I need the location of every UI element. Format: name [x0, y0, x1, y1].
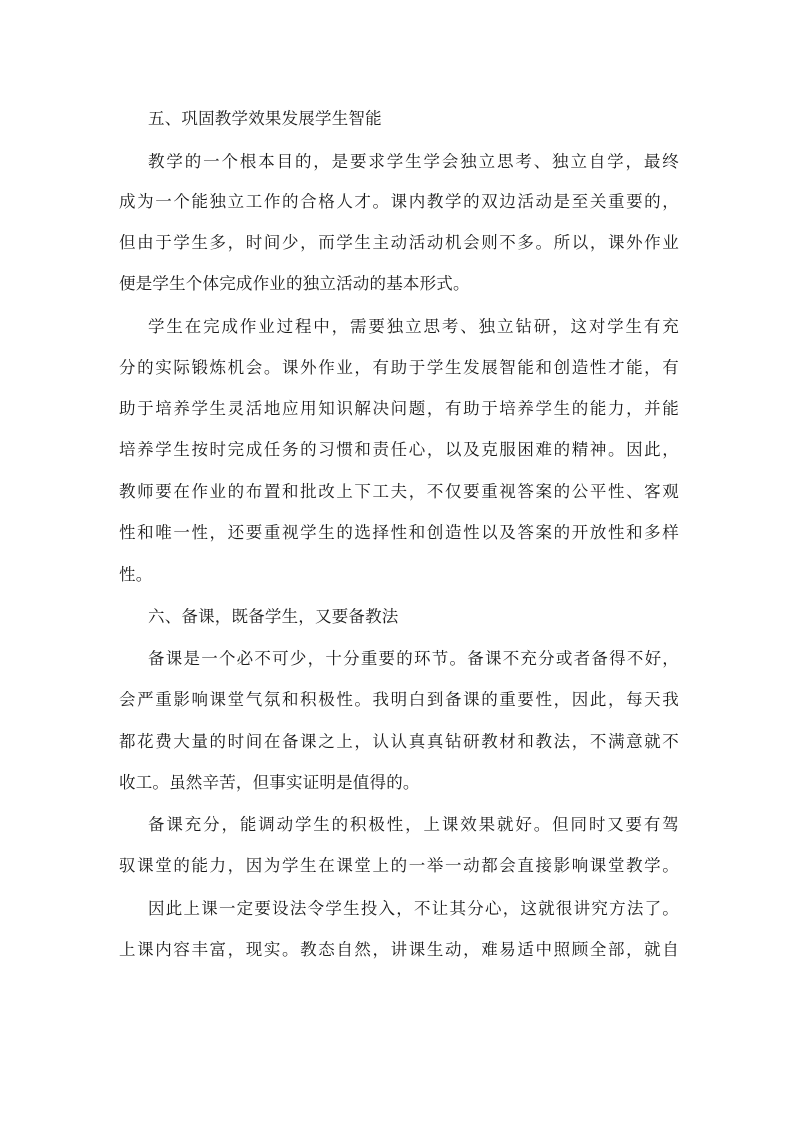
paragraph-line: 因此上课一定要设法令学生投入，不让其分心，这就很讲究方法了。: [148, 899, 679, 918]
paragraph-line: 收工。虽然辛苦，但事实证明是值得的。: [119, 773, 420, 792]
paragraph-line: 性和唯一性，还要重视学生的选择性和创造性以及答案的开放性和多样: [119, 523, 679, 542]
paragraph-line: 但由于学生多，时间少，而学生主动活动机会则不多。所以，课外作业: [119, 233, 679, 252]
paragraph-line: 学生在完成作业过程中，需要独立思考、独立钻研，这对学生有充: [148, 317, 679, 336]
paragraph-line: 便是学生个体完成作业的独立活动的基本形式。: [119, 274, 470, 293]
paragraph-line: 教师要在作业的布置和批改上下工夫，不仅要重视答案的公平性、客观: [119, 482, 679, 501]
paragraph-line: 会严重影响课堂气氛和积极性。我明白到备课的重要性，因此，每天我: [119, 690, 679, 709]
paragraph-line: 上课内容丰富，现实。教态自然，讲课生动，难易适中照顾全部，就自: [119, 940, 679, 959]
paragraph-line: 教学的一个根本目的，是要求学生学会独立思考、独立自学，最终: [148, 152, 679, 171]
paragraph-line: 都花费大量的时间在备课之上，认认真真钻研教材和教法，不满意就不: [119, 732, 679, 751]
section-heading-5: 五、巩固教学效果发展学生智能: [148, 109, 382, 128]
paragraph-line: 分的实际锻炼机会。课外作业，有助于学生发展智能和创造性才能，有: [119, 358, 679, 377]
paragraph-line: 备课充分，能调动学生的积极性，上课效果就好。但同时又要有驾: [148, 815, 679, 834]
paragraph-line: 助于培养学生灵活地应用知识解决问题，有助于培养学生的能力，并能: [119, 399, 679, 418]
section-heading-6: 六、备课，既备学生，又要备教法: [148, 607, 399, 626]
paragraph-line: 驭课堂的能力，因为学生在课堂上的一举一动都会直接影响课堂教学。: [119, 856, 679, 875]
paragraph-line: 性。: [119, 565, 153, 584]
paragraph-line: 备课是一个必不可少，十分重要的环节。备课不充分或者备得不好，: [148, 649, 679, 668]
paragraph-line: 成为一个能独立工作的合格人才。课内教学的双边活动是至关重要的，: [119, 192, 679, 211]
paragraph-line: 培养学生按时完成任务的习惯和责任心，以及克服困难的精神。因此，: [119, 440, 679, 459]
